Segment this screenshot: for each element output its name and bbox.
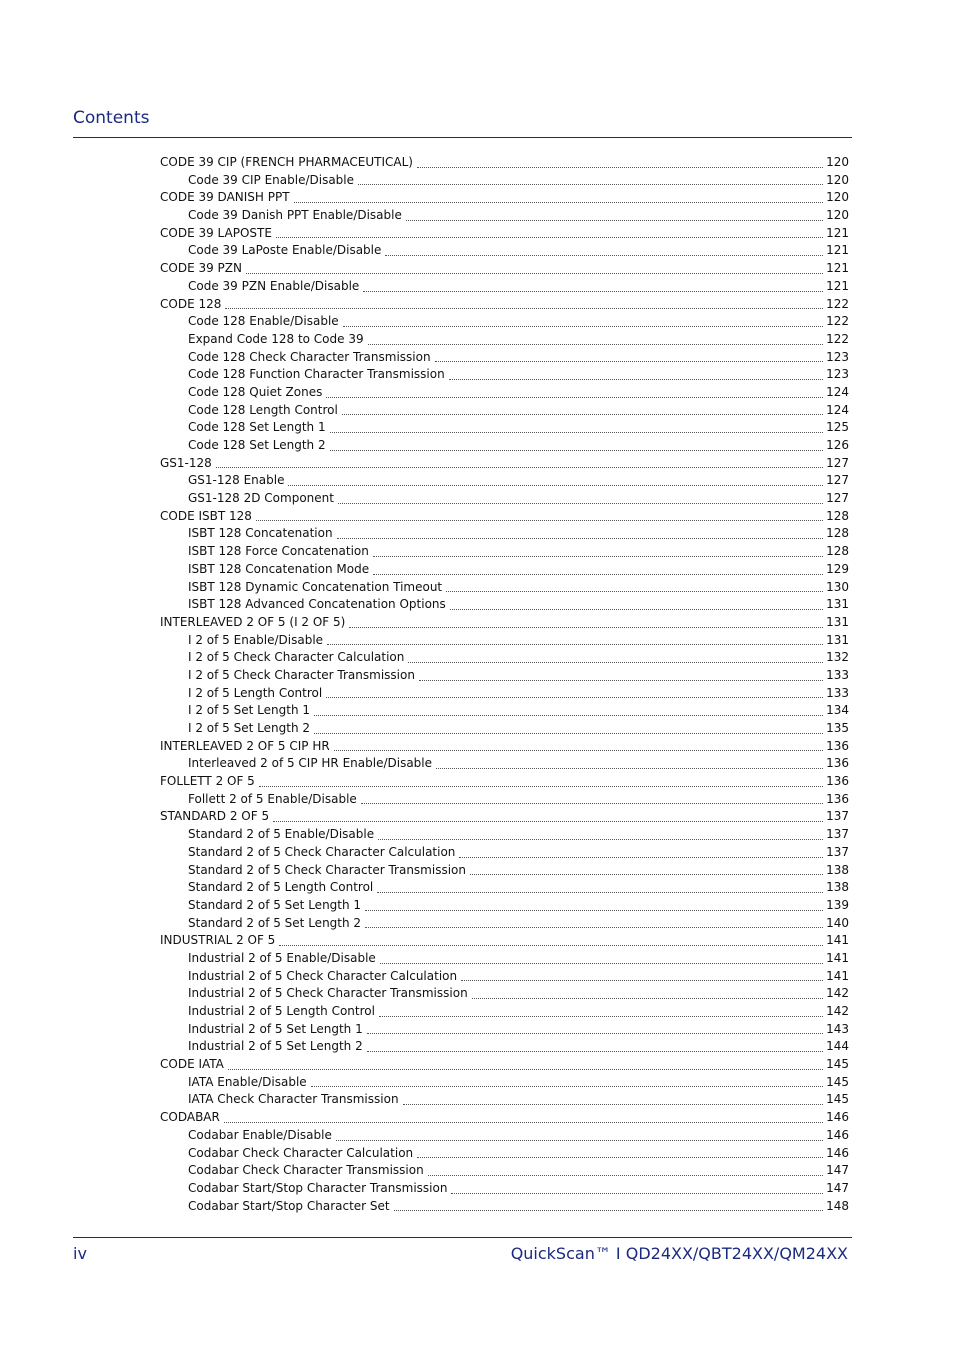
toc-entry-label: Codabar Check Character Transmission xyxy=(188,1163,424,1178)
toc-entry[interactable] xyxy=(160,1056,849,1074)
toc-entry[interactable] xyxy=(160,1038,849,1056)
toc-leader-dots xyxy=(216,466,823,468)
toc-entry-label: Industrial 2 of 5 Set Length 2 xyxy=(188,1039,363,1054)
toc-entry-label: Code 128 Set Length 2 xyxy=(188,438,326,452)
toc-entry-label: Follett 2 of 5 Enable/Disable xyxy=(188,791,357,806)
toc-entry-page: 138 xyxy=(826,862,849,877)
toc-entry-page: 130 xyxy=(826,579,849,594)
toc-leader-dots xyxy=(224,1121,823,1123)
toc-entry[interactable] xyxy=(160,1127,849,1145)
toc-entry-page: 135 xyxy=(826,721,849,735)
toc-leader-dots xyxy=(326,396,823,398)
toc-entry[interactable] xyxy=(160,154,849,172)
toc-leader-dots xyxy=(342,413,823,415)
toc-entry-page: 137 xyxy=(826,827,849,842)
toc-entry[interactable] xyxy=(160,632,849,650)
toc-entry-label: ISBT 128 Advanced Concatenation Options xyxy=(188,597,446,612)
toc-entry[interactable] xyxy=(160,331,849,349)
toc-entry-label: Industrial 2 of 5 Check Character Transmission xyxy=(188,986,468,1001)
toc-leader-dots xyxy=(472,997,823,999)
toc-entry-page: 120 xyxy=(826,190,849,205)
toc-entry[interactable] xyxy=(160,702,849,720)
toc-leader-dots xyxy=(338,502,823,504)
toc-entry-label: Codabar Start/Stop Character Set xyxy=(188,1198,390,1213)
toc-leader-dots xyxy=(343,325,823,327)
table-of-contents xyxy=(160,154,849,1215)
toc-entry-label: Standard 2 of 5 Enable/Disable xyxy=(188,827,375,842)
toc-entry[interactable] xyxy=(160,472,849,490)
toc-entry[interactable] xyxy=(160,1074,849,1092)
toc-entry-page: 127 xyxy=(826,491,849,506)
toc-entry[interactable] xyxy=(160,915,849,933)
toc-entry-label: ISBT 128 Force Concatenation xyxy=(188,544,369,559)
toc-leader-dots xyxy=(349,626,823,628)
toc-entry-page: 136 xyxy=(826,756,849,771)
toc-leader-dots xyxy=(367,1050,823,1052)
toc-leader-dots xyxy=(419,679,823,681)
toc-entry-page: 143 xyxy=(826,1021,849,1036)
toc-entry-label: Standard 2 of 5 Length Control xyxy=(188,880,374,895)
toc-entry-label: Code 128 Set Length 1 xyxy=(188,420,326,435)
toc-entry[interactable] xyxy=(160,313,849,331)
toc-entry-page: 131 xyxy=(826,614,849,629)
toc-leader-dots xyxy=(314,732,823,734)
toc-entry-label: Code 39 CIP Enable/Disable xyxy=(188,172,355,187)
toc-leader-dots xyxy=(367,1032,823,1034)
toc-leader-dots xyxy=(449,378,823,380)
toc-entry[interactable] xyxy=(160,1180,849,1198)
toc-leader-dots xyxy=(436,767,823,769)
toc-entry-page: 146 xyxy=(826,1127,849,1142)
toc-entry[interactable] xyxy=(160,579,849,597)
toc-entry-label: CODE 39 DANISH PPT xyxy=(160,190,290,205)
toc-entry-label: Code 128 Enable/Disable xyxy=(188,314,339,329)
toc-leader-dots xyxy=(394,1209,823,1211)
toc-entry-label: Code 128 Length Control xyxy=(188,402,338,417)
toc-entry-page: 139 xyxy=(826,897,849,912)
toc-entry-label: CODE ISBT 128 xyxy=(160,508,252,523)
toc-entry-page: 131 xyxy=(826,597,849,612)
toc-entry[interactable] xyxy=(160,614,849,632)
toc-entry-label: Standard 2 of 5 Set Length 1 xyxy=(188,897,362,912)
toc-entry-label: I 2 of 5 Length Control xyxy=(188,685,323,700)
toc-entry-page: 122 xyxy=(826,314,849,329)
toc-entry-page: 120 xyxy=(826,155,849,169)
toc-entry[interactable] xyxy=(160,1091,849,1109)
toc-entry[interactable] xyxy=(160,685,849,703)
toc-leader-dots xyxy=(326,696,823,698)
toc-entry-label: FOLLETT 2 OF 5 xyxy=(160,774,255,789)
toc-entry-page: 121 xyxy=(826,278,849,293)
toc-entry[interactable] xyxy=(160,225,849,243)
toc-entry-page: 134 xyxy=(826,703,849,718)
toc-leader-dots xyxy=(276,236,823,238)
toc-entry-label: I 2 of 5 Enable/Disable xyxy=(188,632,324,647)
toc-entry[interactable] xyxy=(160,278,849,296)
toc-entry-page: 136 xyxy=(826,791,849,806)
toc-entry[interactable] xyxy=(160,490,849,508)
toc-entry[interactable] xyxy=(160,897,849,915)
toc-leader-dots xyxy=(336,1139,823,1141)
toc-entry[interactable] xyxy=(160,667,849,685)
toc-leader-dots xyxy=(279,944,823,946)
toc-entry-label: Industrial 2 of 5 Check Character Calculation xyxy=(188,968,458,983)
toc-entry[interactable] xyxy=(160,172,849,190)
toc-entry-label: GS1-128 Enable xyxy=(188,473,285,488)
toc-entry-label: I 2 of 5 Set Length 2 xyxy=(188,721,310,735)
toc-leader-dots xyxy=(314,714,823,716)
toc-leader-dots xyxy=(327,643,823,645)
toc-entry-page: 146 xyxy=(826,1145,849,1160)
footer-divider xyxy=(73,1237,852,1238)
toc-entry-label: INTERLEAVED 2 OF 5 CIP HR xyxy=(160,738,330,753)
toc-entry-label: Code 128 Function Character Transmission xyxy=(188,367,445,382)
toc-entry[interactable] xyxy=(160,437,849,455)
toc-entry-label: CODABAR xyxy=(160,1110,220,1125)
toc-entry-label: STANDARD 2 OF 5 xyxy=(160,809,270,824)
toc-entry-page: 137 xyxy=(826,809,849,824)
toc-entry-label: Standard 2 of 5 Check Character Calculation xyxy=(188,844,456,859)
toc-entry-page: 122 xyxy=(826,331,849,346)
toc-leader-dots xyxy=(373,555,823,557)
toc-entry-label: Code 128 Quiet Zones xyxy=(188,384,323,399)
toc-entry[interactable] xyxy=(160,1003,849,1021)
toc-entry-page: 128 xyxy=(826,544,849,559)
toc-entry[interactable] xyxy=(160,525,849,543)
toc-entry-label: Standard 2 of 5 Check Character Transmission xyxy=(188,862,466,877)
toc-entry-page: 124 xyxy=(826,402,849,417)
toc-entry-label: Expand Code 128 to Code 39 xyxy=(188,331,364,346)
toc-entry-label: Code 39 PZN Enable/Disable xyxy=(188,278,360,293)
toc-entry-page: 141 xyxy=(826,950,849,965)
toc-entry-label: ISBT 128 Concatenation Mode xyxy=(188,561,370,576)
toc-entry-label: I 2 of 5 Check Character Calculation xyxy=(188,650,405,665)
toc-entry-page: 145 xyxy=(826,1074,849,1089)
toc-leader-dots xyxy=(246,272,823,274)
toc-entry[interactable] xyxy=(160,755,849,773)
toc-entry-page: 142 xyxy=(826,1004,849,1018)
toc-entry-label: Industrial 2 of 5 Length Control xyxy=(188,1004,375,1018)
toc-entry-page: 120 xyxy=(826,172,849,187)
toc-entry[interactable] xyxy=(160,508,849,526)
toc-entry-page: 133 xyxy=(826,685,849,700)
toc-entry-label: IATA Check Character Transmission xyxy=(188,1092,399,1107)
toc-entry-page: 127 xyxy=(826,455,849,470)
toc-leader-dots xyxy=(417,1156,823,1158)
toc-entry[interactable] xyxy=(160,773,849,791)
toc-entry[interactable] xyxy=(160,1198,849,1216)
toc-entry-label: Codabar Enable/Disable xyxy=(188,1127,332,1142)
toc-leader-dots xyxy=(256,519,823,521)
toc-entry[interactable] xyxy=(160,1162,849,1180)
toc-leader-dots xyxy=(363,290,823,292)
toc-entry[interactable] xyxy=(160,1145,849,1163)
toc-leader-dots xyxy=(228,1068,823,1070)
toc-entry-page: 136 xyxy=(826,774,849,789)
toc-entry-label: CODE 39 CIP (FRENCH PHARMACEUTICAL) xyxy=(160,155,413,169)
toc-entry[interactable] xyxy=(160,349,849,367)
toc-entry-label: GS1-128 xyxy=(160,455,212,470)
toc-entry-page: 120 xyxy=(826,208,849,223)
toc-entry-page: 123 xyxy=(826,349,849,364)
toc-entry-page: 123 xyxy=(826,367,849,382)
toc-entry-page: 122 xyxy=(826,296,849,311)
toc-entry-page: 127 xyxy=(826,473,849,488)
toc-entry-page: 125 xyxy=(826,420,849,435)
toc-entry-page: 147 xyxy=(826,1180,849,1195)
toc-leader-dots xyxy=(417,166,823,168)
toc-entry[interactable] xyxy=(160,242,849,260)
toc-entry-page: 137 xyxy=(826,844,849,859)
toc-entry-page: 138 xyxy=(826,880,849,895)
toc-entry[interactable] xyxy=(160,826,849,844)
toc-entry-label: Code 39 Danish PPT Enable/Disable xyxy=(188,208,402,223)
toc-entry[interactable] xyxy=(160,402,849,420)
toc-entry-page: 133 xyxy=(826,667,849,682)
toc-leader-dots xyxy=(379,1015,823,1017)
toc-entry-page: 144 xyxy=(826,1039,849,1054)
toc-leader-dots xyxy=(435,360,824,362)
toc-entry[interactable] xyxy=(160,207,849,225)
toc-leader-dots xyxy=(446,590,823,592)
toc-leader-dots xyxy=(451,1192,823,1194)
toc-entry[interactable] xyxy=(160,879,849,897)
toc-entry-page: 126 xyxy=(826,438,849,452)
toc-leader-dots xyxy=(311,1085,823,1087)
toc-entry[interactable] xyxy=(160,1109,849,1127)
toc-entry-label: Interleaved 2 of 5 CIP HR Enable/Disable xyxy=(188,756,433,771)
toc-entry-label: Industrial 2 of 5 Set Length 1 xyxy=(188,1021,363,1036)
toc-entry[interactable] xyxy=(160,985,849,1003)
toc-leader-dots xyxy=(378,838,823,840)
toc-entry-label: Industrial 2 of 5 Enable/Disable xyxy=(188,950,376,965)
toc-entry[interactable] xyxy=(160,419,849,437)
toc-entry-page: 147 xyxy=(826,1163,849,1178)
toc-entry[interactable] xyxy=(160,543,849,561)
toc-leader-dots xyxy=(428,1174,823,1176)
toc-entry[interactable] xyxy=(160,561,849,579)
toc-entry-label: INTERLEAVED 2 OF 5 (I 2 OF 5) xyxy=(160,614,346,629)
footer-product-name: QuickScan™ I QD24XX/QBT24XX/QM24XX xyxy=(510,1244,848,1263)
toc-entry-label: I 2 of 5 Check Character Transmission xyxy=(188,667,415,682)
toc-entry[interactable] xyxy=(160,260,849,278)
toc-entry[interactable] xyxy=(160,720,849,738)
toc-entry-page: 148 xyxy=(826,1198,849,1213)
toc-leader-dots xyxy=(470,873,823,875)
toc-leader-dots xyxy=(385,254,823,256)
toc-entry-label: GS1-128 2D Component xyxy=(188,491,334,506)
toc-leader-dots xyxy=(461,979,823,981)
toc-leader-dots xyxy=(380,962,823,964)
toc-leader-dots xyxy=(365,926,823,928)
toc-entry-label: INDUSTRIAL 2 OF 5 xyxy=(160,933,276,948)
toc-leader-dots xyxy=(225,307,823,309)
toc-entry[interactable] xyxy=(160,844,849,862)
toc-entry-page: 146 xyxy=(826,1110,849,1125)
toc-entry[interactable] xyxy=(160,968,849,986)
toc-entry-label: Codabar Start/Stop Character Transmission xyxy=(188,1180,448,1195)
toc-entry[interactable] xyxy=(160,649,849,667)
toc-entry[interactable] xyxy=(160,791,849,809)
toc-entry-label: CODE 39 LAPOSTE xyxy=(160,225,272,240)
toc-entry-page: 121 xyxy=(826,243,849,258)
toc-entry[interactable] xyxy=(160,384,849,402)
toc-entry-label: CODE 128 xyxy=(160,296,222,311)
toc-entry[interactable] xyxy=(160,596,849,614)
toc-entry-label: CODE IATA xyxy=(160,1057,224,1072)
toc-entry-page: 141 xyxy=(826,933,849,948)
toc-leader-dots xyxy=(377,891,823,893)
toc-entry-label: Standard 2 of 5 Set Length 2 xyxy=(188,915,362,930)
toc-leader-dots xyxy=(365,909,823,911)
header-divider xyxy=(73,137,852,138)
toc-entry-label: ISBT 128 Concatenation xyxy=(188,526,333,541)
toc-leader-dots xyxy=(361,802,823,804)
toc-entry[interactable] xyxy=(160,189,849,207)
toc-entry[interactable] xyxy=(160,366,849,384)
toc-entry-page: 132 xyxy=(826,650,849,665)
toc-leader-dots xyxy=(337,537,824,539)
toc-leader-dots xyxy=(330,449,823,451)
toc-entry[interactable] xyxy=(160,932,849,950)
footer-page-number: iv xyxy=(73,1244,87,1263)
toc-entry-label: IATA Enable/Disable xyxy=(188,1074,307,1089)
toc-leader-dots xyxy=(408,661,823,663)
toc-entry[interactable] xyxy=(160,808,849,826)
toc-leader-dots xyxy=(358,183,823,185)
toc-entry-page: 140 xyxy=(826,915,849,930)
toc-leader-dots xyxy=(273,820,823,822)
toc-leader-dots xyxy=(294,201,824,203)
toc-entry[interactable] xyxy=(160,1021,849,1039)
toc-entry-page: 128 xyxy=(826,526,849,541)
toc-leader-dots xyxy=(334,749,823,751)
toc-leader-dots xyxy=(259,785,823,787)
toc-leader-dots xyxy=(406,219,823,221)
toc-entry-page: 121 xyxy=(826,225,849,240)
toc-entry-label: CODE 39 PZN xyxy=(160,261,242,276)
toc-entry-page: 145 xyxy=(826,1057,849,1072)
toc-entry-page: 131 xyxy=(826,632,849,647)
toc-leader-dots xyxy=(459,856,823,858)
toc-entry[interactable] xyxy=(160,455,849,473)
toc-leader-dots xyxy=(403,1103,824,1105)
toc-entry[interactable] xyxy=(160,738,849,756)
toc-entry-page: 141 xyxy=(826,968,849,983)
toc-entry-label: ISBT 128 Dynamic Concatenation Timeout xyxy=(188,579,443,594)
toc-entry[interactable] xyxy=(160,950,849,968)
toc-entry-page: 129 xyxy=(826,561,849,576)
toc-entry-page: 124 xyxy=(826,384,849,399)
toc-leader-dots xyxy=(450,608,823,610)
toc-entry-label: Code 128 Check Character Transmission xyxy=(188,349,431,364)
toc-entry-page: 145 xyxy=(826,1092,849,1107)
toc-entry-label: I 2 of 5 Set Length 1 xyxy=(188,703,310,718)
toc-entry-page: 136 xyxy=(826,738,849,753)
toc-entry-page: 121 xyxy=(826,261,849,276)
toc-entry-label: Codabar Check Character Calculation xyxy=(188,1145,414,1160)
toc-entry[interactable] xyxy=(160,296,849,314)
toc-leader-dots xyxy=(330,431,823,433)
toc-leader-dots xyxy=(373,573,823,575)
toc-entry[interactable] xyxy=(160,862,849,880)
toc-leader-dots xyxy=(368,343,823,345)
toc-entry-label: Code 39 LaPoste Enable/Disable xyxy=(188,243,382,258)
toc-entry-page: 128 xyxy=(826,508,849,523)
page-title: Contents xyxy=(73,108,150,128)
toc-entry-page: 142 xyxy=(826,986,849,1001)
toc-leader-dots xyxy=(288,484,823,486)
